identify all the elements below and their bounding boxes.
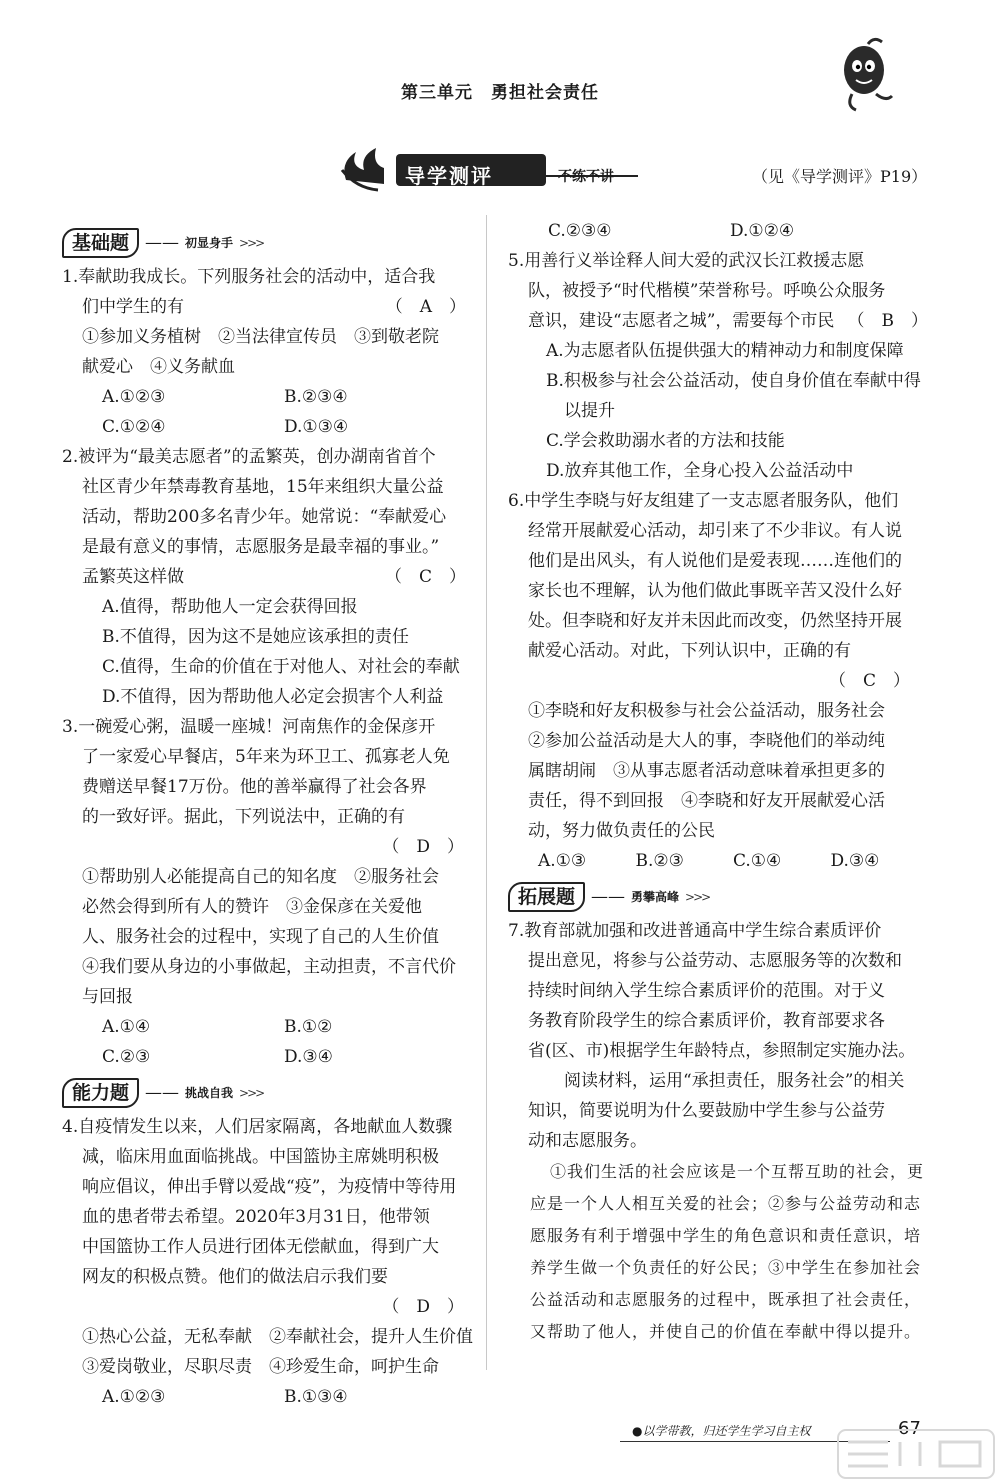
option-c: C.②③ xyxy=(102,1047,151,1067)
question-stem: 费赠送早餐17万份。他的善举赢得了社会各界 xyxy=(82,777,427,797)
column-divider xyxy=(486,215,487,1370)
watermark-logo xyxy=(836,1428,996,1480)
question-stem: 血的患者带去希望。2020年3月31日，他带领 xyxy=(82,1207,430,1227)
question-stem: 5.用善行义举诠释人间大爱的武汉长江救援志愿 xyxy=(508,251,865,271)
page-number: 67 xyxy=(898,1418,921,1439)
option-d: D.放弃其他工作，全身心投入公益活动中 xyxy=(546,461,854,481)
question-stem: 他们是出风头，有人说他们是爱表现……连他们的 xyxy=(528,551,902,571)
question-stem: 处。但李晓和好友并未因此而改变，仍然坚持开展 xyxy=(528,611,902,631)
question-stem: 省(区、市)根据学生年龄特点，参照制定实施办法。 xyxy=(528,1041,916,1061)
question-4 xyxy=(62,1112,482,1412)
question-stem: 活动，帮助200多名青少年。她常说：“奉献爱心 xyxy=(82,507,447,527)
question-items: 动，努力做负责任的公民 xyxy=(528,821,715,841)
section-extend-header xyxy=(508,880,928,914)
question-stem: 6.中学生李晓与好友组建了一支志愿者服务队，他们 xyxy=(508,491,899,511)
section-subtitle: 挑战自我 xyxy=(185,1086,234,1100)
question-items: ④我们要从身边的小事做起，主动担责，不言代价 xyxy=(82,957,456,977)
option-c: C.②③④ xyxy=(548,221,612,241)
section-title: 拓展题 xyxy=(508,882,585,912)
answer: （ C ） xyxy=(828,671,910,691)
question-items: 责任，得不到回报 ④李晓和好友开展献爱心活 xyxy=(528,791,885,811)
option-c: C.值得，生命的价值在于对他人、对社会的奉献 xyxy=(102,657,460,677)
answer: （ C ） xyxy=(384,567,466,587)
question-task: 知识，简要说明为什么要鼓励中学生参与公益劳 xyxy=(528,1101,885,1121)
question-stem: 持续时间纳入学生综合素质评价的范围。对于义 xyxy=(528,981,885,1001)
option-a: A.①②③ xyxy=(102,1387,166,1407)
options-row xyxy=(62,412,482,442)
options-row xyxy=(508,216,928,246)
question-items: ①李晓和好友积极参与社会公益活动，服务社会 xyxy=(528,701,885,721)
banner-title: 导学测评 xyxy=(405,164,493,188)
option-b: B.积极参与社会公益活动，使自身价值在奉献中得以提升 xyxy=(546,371,921,421)
question-stem: 家长也不理解，认为他们做此事既辛苦又没什么好 xyxy=(528,581,902,601)
option-d: D.不值得，因为帮助他人必定会损害个人利益 xyxy=(102,687,444,707)
question-1 xyxy=(62,262,482,442)
left-column xyxy=(62,222,482,1412)
question-items: ②参加公益活动是大人的事，李晓他们的举动纯 xyxy=(528,731,885,751)
section-dash: —— xyxy=(145,233,180,253)
chevron-right-icon: >>> xyxy=(685,890,710,904)
question-items: ①帮助别人必能提高自己的知名度 ②服务社会 xyxy=(82,867,439,887)
question-items: 与回报 xyxy=(82,987,133,1007)
right-column xyxy=(508,216,928,1348)
option-b: B.①② xyxy=(284,1017,333,1037)
option-b: B.②③④ xyxy=(284,387,348,407)
options-row xyxy=(62,1012,482,1042)
answer: （ A ） xyxy=(385,297,466,317)
question-stem: 是最有意义的事情，志愿服务是最幸福的事业。” xyxy=(82,537,440,557)
question-stem: 中国篮协工作人员进行团体无偿献血，得到广大 xyxy=(82,1237,439,1257)
question-stem: 减，临床用血面临挑战。中国篮协主席姚明积极 xyxy=(82,1147,439,1167)
question-stem xyxy=(62,292,482,322)
option-d: D.①③④ xyxy=(284,417,349,437)
option-c: C.①②④ xyxy=(102,417,166,437)
question-stem: 社区青少年禁毒教育基地，15年来组织大量公益 xyxy=(82,477,444,497)
option-a: A.为志愿者队伍提供强大的精神动力和制度保障 xyxy=(546,341,904,361)
question-stem: 4.自疫情发生以来，人们居家隔离，各地献血人数骤 xyxy=(62,1117,453,1137)
question-3 xyxy=(62,712,482,1072)
options-row xyxy=(62,1382,482,1412)
chevron-right-icon: >>> xyxy=(239,1086,264,1100)
question-task: 阅读材料，运用“承担责任，服务社会”的相关 xyxy=(564,1071,905,1091)
option-a: A.①④ xyxy=(102,1017,151,1037)
question-stem: 了一家爱心早餐店，5年来为环卫工、孤寡老人免 xyxy=(82,747,450,767)
section-dash: —— xyxy=(145,1083,180,1103)
question-items: ①热心公益，无私奉献 ②奉献社会，提升人生价值 xyxy=(82,1327,473,1347)
section-ability-header xyxy=(62,1076,482,1110)
answer: （ B ） xyxy=(847,311,928,331)
question-stem: 经常开展献爱心活动，却引来了不少非议。有人说 xyxy=(528,521,902,541)
option-d: D.③④ xyxy=(830,851,880,871)
question-items: ①参加义务植树 ②当法律宣传员 ③到敬老院 xyxy=(82,327,439,347)
question-5 xyxy=(508,246,928,486)
option-a: A.值得，帮助他人一定会获得回报 xyxy=(102,597,358,617)
answer: （ D ） xyxy=(382,837,464,857)
question-items: ③爱岗敬业，尽职尽责 ④珍爱生命，呵护生命 xyxy=(82,1357,439,1377)
question-stem: 的一致好评。据此，下列说法中，正确的有 xyxy=(82,807,405,827)
options-row xyxy=(508,846,928,876)
footer-slogan: ●以学带教，归还学生学习自主权 xyxy=(632,1424,811,1438)
options-row xyxy=(62,1042,482,1072)
option-b: B.②③ xyxy=(635,851,684,871)
question-stem xyxy=(508,306,928,336)
section-subtitle: 初显身手 xyxy=(185,236,234,250)
answer: （ D ） xyxy=(382,1297,464,1317)
question-stem: 献爱心活动。对此，下列认识中，正确的有 xyxy=(528,641,851,661)
question-items: 人、服务社会的过程中，实现了自己的人生价值 xyxy=(82,927,439,947)
option-d: D.③④ xyxy=(284,1047,333,1067)
question-stem: 网友的积极点赞。他们的做法启示我们要 xyxy=(82,1267,388,1287)
question-stem xyxy=(62,562,482,592)
unit-title: 第三单元 勇担社会责任 xyxy=(401,83,599,103)
option-d: D.①②④ xyxy=(730,221,795,241)
question-stem: 务教育阶段学生的综合素质评价，教育部要求各 xyxy=(528,1011,885,1031)
answer-text: ①我们生活的社会应该是一个互帮互助的社会，更应是一个人人相互关爱的社会；②参与公益劳动和志愿服务有利于增强中学生的角色意识和责任意识，培养学生做一个负责任的好公民；③中学生在参加社会公益活动和志愿服务的过程中，既承担了社会责任，又帮助了他人，并使自己的价值在奉献中得以提升。 xyxy=(530,1162,925,1341)
option-c: C.①④ xyxy=(733,851,782,871)
banner-subtitle: 不练不讲 xyxy=(558,169,614,185)
question-stem: 提出意见，将参与公益劳动、志愿服务等的次数和 xyxy=(528,951,902,971)
chevron-right-icon: >>> xyxy=(239,236,264,250)
section-dash: —— xyxy=(591,887,626,907)
stem-text: 孟繁英这样做 xyxy=(82,567,184,587)
question-items: 献爱心 ④义务献血 xyxy=(82,357,235,377)
question-items: 必然会得到所有人的赞许 ③金保彦在关爱他 xyxy=(82,897,422,917)
stem-text: 们中学生的有 xyxy=(82,297,184,317)
question-stem: 响应倡议，伸出手臂以爱战“疫”，为疫情中等待用 xyxy=(82,1177,457,1197)
section-basic-header xyxy=(62,226,482,260)
question-7 xyxy=(508,916,928,1348)
question-task: 动和志愿服务。 xyxy=(528,1131,647,1151)
mascot-icon xyxy=(832,36,902,120)
option-a: A.①②③ xyxy=(102,387,166,407)
question-6 xyxy=(508,486,928,876)
option-b: B.①③④ xyxy=(284,1387,348,1407)
page-reference: （见《导学测评》P19） xyxy=(752,167,928,186)
section-subtitle: 勇攀高峰 xyxy=(631,890,680,904)
question-stem: 2.被评为“最美志愿者”的孟繁英，创办湖南省首个 xyxy=(62,447,436,467)
question-2 xyxy=(62,442,482,712)
section-title: 基础题 xyxy=(62,228,139,258)
question-stem: 队，被授予“时代楷模”荣誉称号。呼唤公众服务 xyxy=(528,281,886,301)
question-items: 属瞎胡闹 ③从事志愿者活动意味着承担更多的 xyxy=(528,761,885,781)
options-row xyxy=(62,382,482,412)
stem-text: 意识，建设“志愿者之城”，需要每个市民 xyxy=(528,311,835,331)
option-b: B.不值得，因为这不是她应该承担的责任 xyxy=(102,627,409,647)
question-stem: 7.教育部就加强和改进普通高中学生综合素质评价 xyxy=(508,921,882,941)
section-title: 能力题 xyxy=(62,1078,139,1108)
question-stem: 1.奉献助我成长。下列服务社会的活动中，适合我 xyxy=(62,267,436,287)
question-stem: 3.一碗爱心粥，温暖一座城！河南焦作的金保彦开 xyxy=(62,717,436,737)
option-c: C.学会救助溺水者的方法和技能 xyxy=(546,431,785,451)
option-a: A.①③ xyxy=(538,851,587,871)
